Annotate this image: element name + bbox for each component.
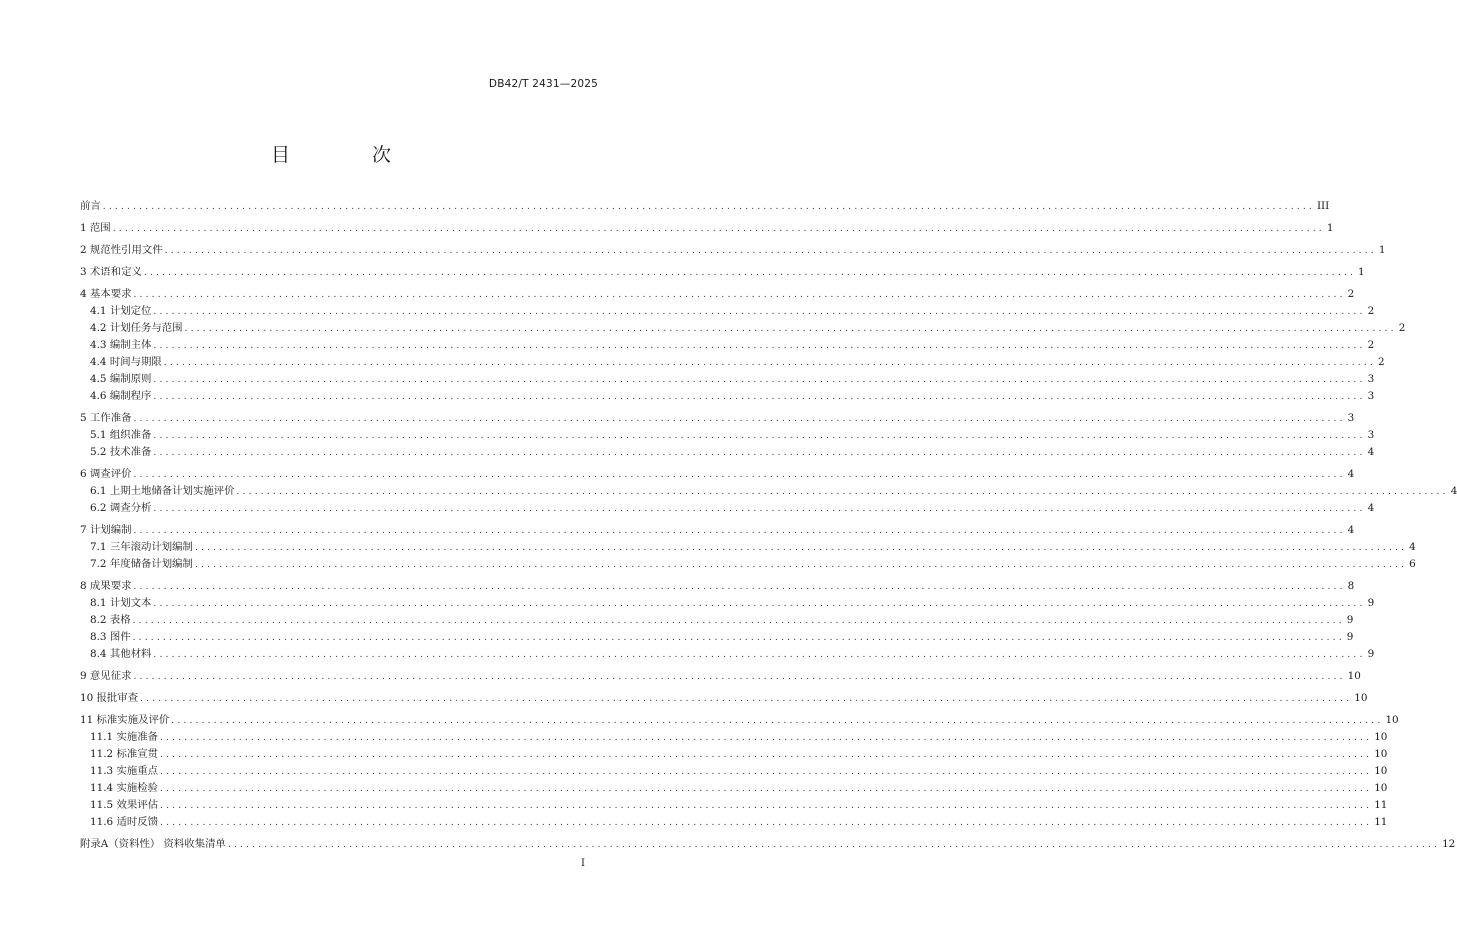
toc-entry[interactable] bbox=[80, 500, 1375, 517]
toc-entry-page: 9 bbox=[1346, 614, 1354, 626]
toc-leader-dots: ........................................................................................................................................................................................................ bbox=[153, 307, 1366, 317]
toc-entry[interactable] bbox=[80, 220, 1334, 237]
toc-leader-dots: ........................................................................................................................................................................................................ bbox=[133, 470, 1346, 480]
toc-entry[interactable] bbox=[80, 371, 1375, 388]
page-number: I bbox=[581, 858, 585, 869]
toc-entry-page: 3 bbox=[1367, 373, 1375, 385]
toc-entry-page: 10 bbox=[1354, 692, 1368, 704]
toc-entry[interactable] bbox=[80, 836, 1456, 853]
toc-entry-page: 8 bbox=[1347, 580, 1355, 592]
toc-leader-dots: ........................................................................................................................................................................................................ bbox=[132, 633, 1345, 643]
toc-entry-label: 8.2 表格 bbox=[90, 614, 131, 626]
toc-leader-dots: ........................................................................................................................................................................................................ bbox=[133, 672, 1346, 682]
toc-entry-page: 2 bbox=[1347, 288, 1355, 300]
toc-leader-dots: ........................................................................................................................................................................................................ bbox=[163, 358, 1376, 368]
toc-entry-label: 7 计划编制 bbox=[80, 524, 132, 536]
toc-entry-label: 10 报批审查 bbox=[80, 692, 139, 704]
toc-entry-label: 11.6 适时反馈 bbox=[90, 816, 159, 828]
toc-entry-label: 11.5 效果评估 bbox=[90, 799, 159, 811]
toc-entry-label: 4.1 计划定位 bbox=[90, 305, 152, 317]
toc-leader-dots: ........................................................................................................................................................................................................ bbox=[133, 526, 1346, 536]
toc-entry-label: 6.1 上期土地储备计划实施评价 bbox=[90, 485, 235, 497]
toc-entry-page: 2 bbox=[1377, 356, 1385, 368]
toc-entry-label: 8.3 图件 bbox=[90, 631, 131, 643]
toc-leader-dots: ........................................................................................................................................................................................................ bbox=[153, 504, 1366, 514]
toc-entry-page: 12 bbox=[1442, 838, 1456, 850]
toc-entry-page: 2 bbox=[1367, 305, 1375, 317]
toc-entry[interactable] bbox=[80, 629, 1354, 646]
toc-entry-page: 10 bbox=[1374, 748, 1388, 760]
toc-entry[interactable] bbox=[80, 388, 1375, 405]
toc-leader-dots: ........................................................................................................................................................................................................ bbox=[227, 840, 1441, 850]
toc-entry[interactable] bbox=[80, 595, 1375, 612]
toc-leader-dots: ........................................................................................................................................................................................................ bbox=[160, 784, 1373, 794]
table-of-contents bbox=[80, 198, 1457, 853]
toc-leader-dots: ........................................................................................................................................................................................................ bbox=[160, 818, 1373, 828]
toc-entry-page: 10 bbox=[1374, 782, 1388, 794]
toc-entry-page: 9 bbox=[1367, 648, 1375, 660]
toc-entry[interactable] bbox=[80, 763, 1388, 780]
toc-entry[interactable] bbox=[80, 264, 1365, 281]
toc-leader-dots: ........................................................................................................................................................................................................ bbox=[160, 801, 1373, 811]
toc-entry-label: 11 标准实施及评价 bbox=[80, 714, 170, 726]
toc-leader-dots: ........................................................................................................................................................................................................ bbox=[153, 448, 1366, 458]
toc-entry-label: 11.4 实施检验 bbox=[90, 782, 159, 794]
toc-entry-page: 4 bbox=[1450, 485, 1457, 497]
toc-entry-label: 4.4 时间与期限 bbox=[90, 356, 162, 368]
toc-entry-page: 4 bbox=[1409, 541, 1416, 553]
toc-leader-dots: ........................................................................................................................................................................................................ bbox=[132, 616, 1345, 626]
toc-entry-page: 1 bbox=[1326, 222, 1334, 234]
toc-entry[interactable] bbox=[80, 780, 1388, 797]
toc-entry-label: 1 范围 bbox=[80, 222, 111, 234]
toc-entry-page: 4 bbox=[1367, 446, 1375, 458]
toc-leader-dots: ........................................................................................................................................................................................................ bbox=[236, 487, 1449, 497]
document-code: DB42/T 2431—2025 bbox=[488, 78, 598, 90]
toc-entry-label: 2 规范性引用文件 bbox=[80, 244, 163, 256]
toc-entry-page: 10 bbox=[1347, 670, 1361, 682]
toc-entry-label: 8.1 计划文本 bbox=[90, 597, 152, 609]
toc-leader-dots: ........................................................................................................................................................................................................ bbox=[153, 650, 1366, 660]
toc-entry[interactable] bbox=[80, 646, 1375, 663]
toc-entry-label: 8.4 其他材料 bbox=[90, 648, 152, 660]
toc-entry-label: 6.2 调查分析 bbox=[90, 502, 152, 514]
toc-leader-dots: ........................................................................................................................................................................................................ bbox=[194, 560, 1408, 570]
toc-entry[interactable] bbox=[80, 668, 1361, 685]
toc-entry[interactable] bbox=[80, 354, 1385, 371]
toc-entry-label: 5.1 组织准备 bbox=[90, 429, 152, 441]
page-title: 目 次 bbox=[270, 144, 430, 166]
toc-entry-label: 4.5 编制原则 bbox=[90, 373, 152, 385]
toc-leader-dots: ........................................................................................................................................................................................................ bbox=[133, 290, 1346, 300]
toc-entry-page: III bbox=[1316, 200, 1330, 212]
toc-entry-label: 3 术语和定义 bbox=[80, 266, 142, 278]
toc-entry[interactable] bbox=[80, 729, 1388, 746]
toc-entry-label: 5 工作准备 bbox=[80, 412, 132, 424]
toc-entry[interactable] bbox=[80, 320, 1406, 337]
toc-leader-dots: ........................................................................................................................................................................................................ bbox=[153, 431, 1366, 441]
toc-entry[interactable] bbox=[80, 483, 1457, 500]
toc-entry-label: 附录A（资料性） 资料收集清单 bbox=[80, 838, 226, 850]
toc-entry-page: 9 bbox=[1346, 631, 1354, 643]
toc-entry-label: 7.1 三年滚动计划编制 bbox=[90, 541, 193, 553]
toc-entry-label: 11.3 实施重点 bbox=[90, 765, 159, 777]
toc-leader-dots: ........................................................................................................................................................................................................ bbox=[153, 341, 1366, 351]
toc-leader-dots: ........................................................................................................................................................................................................ bbox=[102, 202, 1315, 212]
toc-entry-page: 4 bbox=[1347, 468, 1355, 480]
toc-entry-page: 11 bbox=[1374, 799, 1388, 811]
toc-entry-page: 6 bbox=[1409, 558, 1416, 570]
toc-entry-page: 2 bbox=[1367, 339, 1375, 351]
toc-leader-dots: ........................................................................................................................................................................................................ bbox=[112, 224, 1325, 234]
toc-entry-label: 11.2 标准宣贯 bbox=[90, 748, 159, 760]
toc-entry-page: 3 bbox=[1367, 429, 1375, 441]
toc-leader-dots: ........................................................................................................................................................................................................ bbox=[160, 733, 1373, 743]
toc-entry[interactable] bbox=[80, 556, 1416, 573]
toc-entry-label: 8 成果要求 bbox=[80, 580, 132, 592]
toc-entry[interactable] bbox=[80, 198, 1330, 215]
toc-entry[interactable] bbox=[80, 539, 1416, 556]
toc-entry[interactable] bbox=[80, 466, 1355, 483]
toc-entry[interactable] bbox=[80, 797, 1388, 814]
toc-entry-page: 1 bbox=[1378, 244, 1386, 256]
toc-entry[interactable] bbox=[80, 286, 1355, 303]
toc-entry[interactable] bbox=[80, 746, 1388, 763]
toc-leader-dots: ........................................................................................................................................................................................................ bbox=[153, 375, 1366, 385]
toc-entry[interactable] bbox=[80, 303, 1375, 320]
toc-leader-dots: ........................................................................................................................................................................................................ bbox=[164, 246, 1377, 256]
toc-entry-label: 4 基本要求 bbox=[80, 288, 132, 300]
toc-entry-page: 9 bbox=[1367, 597, 1375, 609]
toc-entry-page: 2 bbox=[1398, 322, 1406, 334]
toc-entry-page: 1 bbox=[1358, 266, 1365, 278]
toc-entry-page: 10 bbox=[1374, 731, 1388, 743]
toc-entry[interactable] bbox=[80, 242, 1386, 259]
toc-entry-label: 7.2 年度储备计划编制 bbox=[90, 558, 193, 570]
toc-leader-dots: ........................................................................................................................................................................................................ bbox=[184, 324, 1397, 334]
toc-entry-label: 11.1 实施准备 bbox=[90, 731, 159, 743]
toc-entry[interactable] bbox=[80, 578, 1355, 595]
toc-leader-dots: ........................................................................................................................................................................................................ bbox=[133, 414, 1346, 424]
toc-entry[interactable] bbox=[80, 690, 1368, 707]
toc-leader-dots: ........................................................................................................................................................................................................ bbox=[160, 750, 1373, 760]
toc-entry-label: 4.6 编制程序 bbox=[90, 390, 152, 402]
toc-entry[interactable] bbox=[80, 410, 1355, 427]
toc-leader-dots: ........................................................................................................................................................................................................ bbox=[171, 716, 1384, 726]
toc-entry-page: 3 bbox=[1367, 390, 1375, 402]
toc-entry-label: 6 调查评价 bbox=[80, 468, 132, 480]
toc-entry-page: 4 bbox=[1367, 502, 1375, 514]
toc-leader-dots: ........................................................................................................................................................................................................ bbox=[143, 268, 1357, 278]
toc-entry-label: 4.2 计划任务与范围 bbox=[90, 322, 183, 334]
toc-leader-dots: ........................................................................................................................................................................................................ bbox=[194, 543, 1408, 553]
toc-entry-page: 4 bbox=[1347, 524, 1355, 536]
toc-leader-dots: ........................................................................................................................................................................................................ bbox=[153, 599, 1366, 609]
toc-entry-label: 5.2 技术准备 bbox=[90, 446, 152, 458]
toc-leader-dots: ........................................................................................................................................................................................................ bbox=[160, 767, 1373, 777]
toc-leader-dots: ........................................................................................................................................................................................................ bbox=[140, 694, 1353, 704]
toc-entry-page: 3 bbox=[1347, 412, 1355, 424]
toc-entry-page: 10 bbox=[1385, 714, 1399, 726]
toc-entry-page: 10 bbox=[1374, 765, 1388, 777]
toc-entry-page: 11 bbox=[1374, 816, 1388, 828]
toc-entry[interactable] bbox=[80, 444, 1375, 461]
toc-entry-label: 4.3 编制主体 bbox=[90, 339, 152, 351]
toc-entry[interactable] bbox=[80, 522, 1355, 539]
toc-leader-dots: ........................................................................................................................................................................................................ bbox=[153, 392, 1366, 402]
toc-entry[interactable] bbox=[80, 712, 1399, 729]
toc-entry[interactable] bbox=[80, 427, 1375, 444]
toc-entry-label: 9 意见征求 bbox=[80, 670, 132, 682]
toc-entry[interactable] bbox=[80, 612, 1354, 629]
toc-leader-dots: ........................................................................................................................................................................................................ bbox=[133, 582, 1346, 592]
toc-entry[interactable] bbox=[80, 814, 1388, 831]
toc-entry-label: 前言 bbox=[80, 200, 101, 212]
toc-entry[interactable] bbox=[80, 337, 1375, 354]
